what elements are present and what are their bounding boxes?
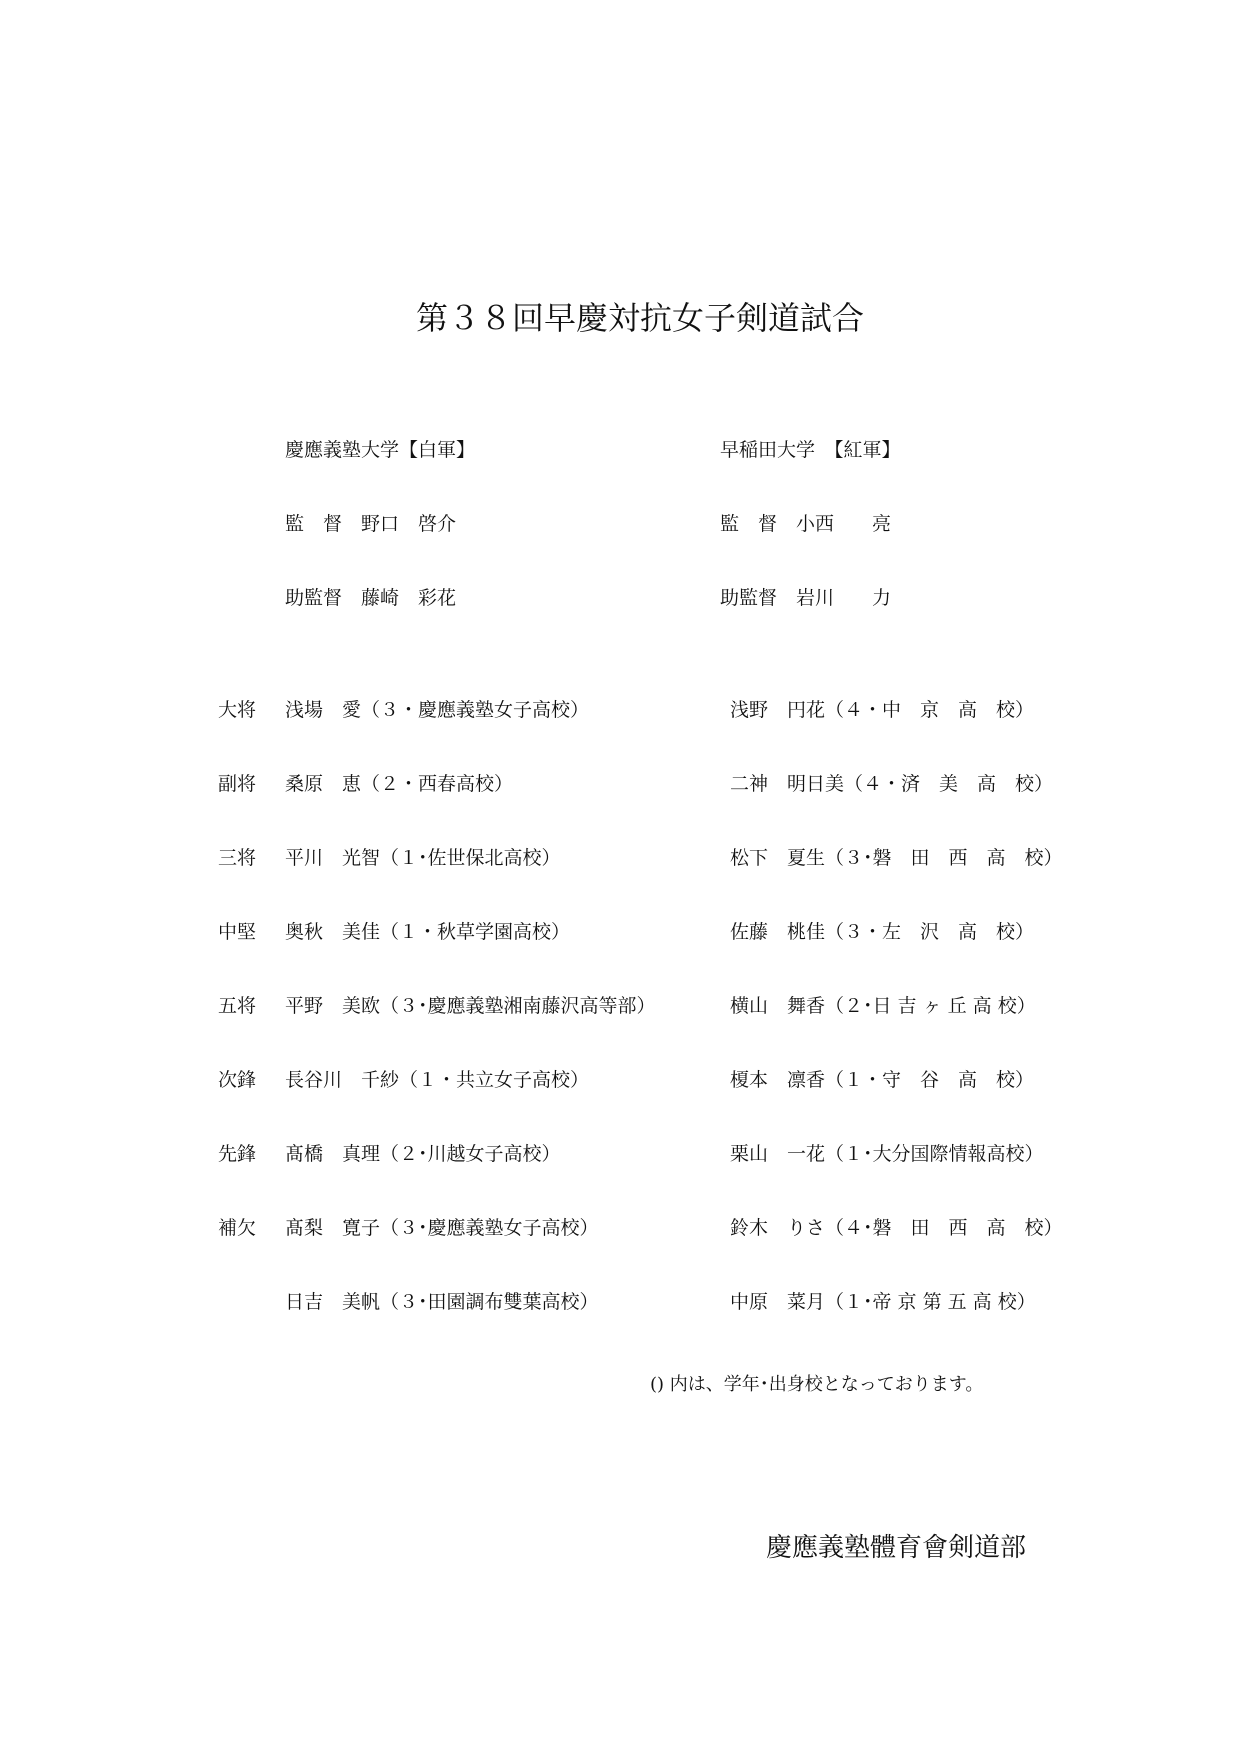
lineup-position: 五将	[218, 995, 257, 1017]
document-title: 第３８回早慶対抗女子剣道試合	[415, 299, 864, 337]
lineup-position: 三将	[218, 847, 257, 869]
keio-player: 髙橋 真理（２･川越女子高校）	[285, 1143, 561, 1165]
waseda-player: 二神 明日美（４・済 美 高 校）	[730, 773, 1054, 795]
lineup-position: 副将	[218, 773, 257, 795]
keio-player: 髙梨 寛子（３･慶應義塾女子高校）	[285, 1217, 599, 1239]
waseda-player: 栗山 一花（１･大分国際情報高校）	[730, 1143, 1044, 1165]
waseda-director: 監 督 小西 亮	[720, 513, 892, 535]
lineup-position: 次鋒	[218, 1069, 257, 1091]
lineup-position: 補欠	[218, 1217, 257, 1239]
waseda-player: 松下 夏生（３･磐 田 西 高 校）	[730, 847, 1063, 869]
waseda-player: 浅野 円花（４・中 京 高 校）	[730, 699, 1035, 721]
waseda-player: 鈴木 りさ（４･磐 田 西 高 校）	[730, 1217, 1063, 1239]
keio-player: 日吉 美帆（３･田園調布雙葉高校）	[285, 1291, 599, 1313]
waseda-player: 佐藤 桃佳（３・左 沢 高 校）	[730, 921, 1035, 943]
keio-director: 監 督 野口 啓介	[285, 513, 457, 535]
keio-team-header: 慶應義塾大学【白軍】	[285, 439, 476, 461]
keio-assistant-director: 助監督 藤崎 彩花	[285, 587, 457, 609]
keio-player: 平野 美欧（３･慶應義塾湘南藤沢高等部）	[285, 995, 656, 1017]
waseda-assistant-director: 助監督 岩川 力	[720, 587, 892, 609]
footnote: () 内は、学年･出身校となっております。	[650, 1374, 984, 1395]
waseda-player: 中原 菜月（１･帝 京 第 五 高 校）	[730, 1291, 1036, 1313]
lineup-position: 中堅	[218, 921, 257, 943]
keio-player: 浅場 愛（３・慶應義塾女子高校）	[285, 699, 590, 721]
keio-player: 平川 光智（１･佐世保北高校）	[285, 847, 561, 869]
waseda-player: 横山 舞香（２･日 吉 ヶ 丘 高 校）	[730, 995, 1036, 1017]
organization-signature: 慶應義塾體育會剣道部	[766, 1533, 1027, 1563]
lineup-position: 大将	[218, 699, 257, 721]
lineup-position: 先鋒	[218, 1143, 257, 1165]
waseda-team-header: 早稲田大学 【紅軍】	[720, 439, 901, 461]
waseda-player: 榎本 凛香（１・守 谷 高 校）	[730, 1069, 1035, 1091]
keio-player: 奥秋 美佳（１・秋草学園高校）	[285, 921, 571, 943]
keio-player: 長谷川 千紗（１・共立女子高校）	[285, 1069, 590, 1091]
keio-player: 桑原 恵（２・西春高校）	[285, 773, 514, 795]
